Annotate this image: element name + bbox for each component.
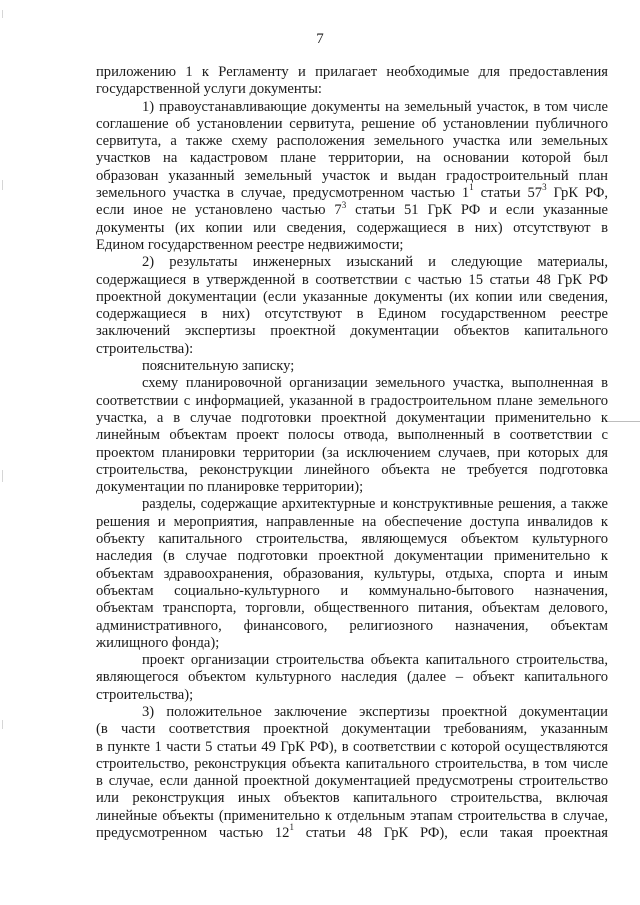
text-line [96, 496, 608, 513]
superscript: 1 [289, 822, 294, 833]
text-line [96, 272, 608, 289]
superscript: 1 [469, 182, 474, 193]
text-span: разделы, содержащие архитектурные и конструктивные решения, а также [142, 496, 608, 513]
text-line [96, 445, 608, 462]
text-line [96, 64, 608, 81]
text-span: сервитута, а также схему расположения земельного участка или земельных [96, 133, 608, 150]
text-line [96, 220, 608, 237]
text-line [96, 583, 608, 600]
text-span: государственной услуги документы: [96, 81, 322, 98]
text-line [96, 721, 608, 738]
text-span: проектом планировки территории (за исключением случаев, при которых для [96, 444, 608, 461]
text-line [96, 600, 608, 617]
page-number: 7 [316, 31, 324, 47]
text-line [96, 254, 608, 271]
text-line [96, 618, 608, 635]
text-line [96, 168, 608, 185]
text-line [96, 514, 608, 531]
text-line [96, 99, 608, 116]
margin-line [608, 421, 640, 422]
text-line [96, 479, 608, 496]
text-span: решения и мероприятия, направленные на обеспечение доступа инвалидов к [96, 513, 608, 530]
text-span: проект организации строительства объекта капитального строительства, [142, 652, 608, 669]
text-span: участка, а в случае подготовки проектной документации применительно к [96, 409, 608, 426]
text-line [96, 199, 608, 219]
text-line [96, 375, 608, 392]
text-span: ГрК РФ, [546, 185, 609, 202]
text-span: Едином государственном реестре недвижимости; [96, 236, 404, 253]
text-span: наследия (в случае подготовки проектной документации применительно к [96, 548, 608, 565]
text-span: статьи 57 [473, 185, 543, 202]
text-span: соответствии с информацией, указанной в градостроительном плане земельного [96, 392, 608, 409]
text-span: заключений экспертизы проектной документации объектов капитального [96, 323, 608, 340]
text-span: строительства); [96, 686, 194, 703]
text-line [96, 237, 608, 254]
text-span: строительство, реконструкция объекта капитального строительства, в том числе [96, 755, 608, 772]
text-span: (в части соответствия проектной документации требованиям, указанным [96, 721, 608, 738]
superscript: 3 [341, 199, 347, 210]
text-line [96, 756, 608, 773]
text-line [96, 289, 608, 306]
text-span: образован указанный земельный участок и выдан градостроительный план [96, 167, 608, 184]
text-line [96, 133, 608, 150]
text-span: статьи 48 ГрК РФ), если такая проектная [293, 825, 608, 842]
text-span: предусмотренном частью 12 [96, 825, 290, 842]
text-line [96, 341, 608, 358]
text-span: содержащиеся в утвержденной в соответствии с частью 15 статьи 48 ГрК РФ [96, 271, 608, 288]
text-line [96, 427, 608, 444]
text-span: в случае, если данной проектной документацией предусмотрены строительство [96, 773, 608, 790]
text-span: статьи 51 ГрК РФ и если указанные [346, 202, 608, 219]
text-line [96, 81, 608, 98]
text-span: 2) результаты инженерных изысканий и следующие материалы, [142, 254, 608, 271]
text-span: документы (их копии или сведения, содержащиеся в них) отсутствуют в [96, 219, 608, 236]
text-span: линейные объекты (применительно к отдельным этапам строительства в случае, [96, 807, 608, 824]
text-span: административного, финансового, религиозного назначения, объектам [96, 617, 608, 634]
text-line [96, 808, 608, 825]
text-span: приложению 1 к Регламенту и прилагает необходимые для предоставления [96, 64, 608, 80]
text-line [96, 704, 608, 721]
text-line [96, 393, 608, 410]
text-line [96, 358, 608, 375]
text-span: объектам здравоохранения, образования, культуры, отдыха, спорта и иным [96, 565, 608, 582]
text-span: пояснительную записку; [142, 358, 295, 375]
superscript: 3 [542, 182, 547, 193]
text-line [96, 566, 608, 583]
text-line [96, 739, 608, 756]
text-span: объектам транспорта, торговли, общественного питания, объектам делового, [96, 600, 608, 617]
text-line [96, 822, 608, 842]
text-span: если иное не установлено частью 7 [96, 202, 342, 219]
text-line [96, 462, 608, 479]
text-span: участков на кадастровом плане территории, на основании которой был [96, 150, 608, 167]
text-line [96, 182, 609, 202]
text-span: 3) положительное заключение экспертизы проектной документации [142, 703, 608, 720]
text-line [96, 323, 608, 340]
text-line [96, 635, 608, 652]
text-line [96, 531, 608, 548]
text-span: документации по планировке территории); [96, 479, 364, 496]
text-span: или реконструкция иных объектов капитального строительства, включая [96, 790, 608, 807]
text-line [96, 410, 608, 427]
text-span: земельного участка в случае, предусмотренном частью 1 [96, 185, 470, 202]
text-span: жилищного фонда); [96, 634, 220, 651]
text-span: строительства, реконструкции линейного объекта не требуется подготовка [96, 461, 608, 478]
text-span: являющегося объектом культурного наследия (далее – объект капитального [96, 669, 608, 686]
text-span: строительства): [96, 340, 194, 357]
document-body [96, 64, 608, 842]
text-span: 1) правоустанавливающие документы на земельный участок, в том числе [142, 98, 608, 115]
text-span: соглашение об установлении сервитута, решение об установлении публичного [96, 115, 608, 132]
text-line [96, 687, 608, 704]
text-span: содержащиеся в них) отсутствуют в Едином государственном реестре [96, 306, 608, 323]
text-span: проектной документации (если указанные документы (их копии или сведения, [96, 288, 608, 305]
text-span: объекту капитального строительства, являющемуся объектом культурного [96, 531, 608, 548]
text-line [96, 773, 608, 790]
text-span: схему планировочной организации земельного участка, выполненная в [142, 375, 608, 392]
text-span: объектам социально-культурного и коммунально-бытового назначения, [96, 582, 608, 599]
text-span: линейным объектам проект полосы отвода, выполненный в соответствии с [96, 427, 608, 444]
text-line [96, 116, 608, 133]
text-line [96, 790, 608, 807]
text-line [96, 306, 608, 323]
text-line [96, 150, 608, 167]
text-line [96, 548, 608, 565]
text-line [96, 669, 608, 686]
text-span: в пункте 1 части 5 статьи 49 ГрК РФ), в соответствии с которой осуществляются [96, 738, 608, 755]
text-line [96, 652, 608, 669]
